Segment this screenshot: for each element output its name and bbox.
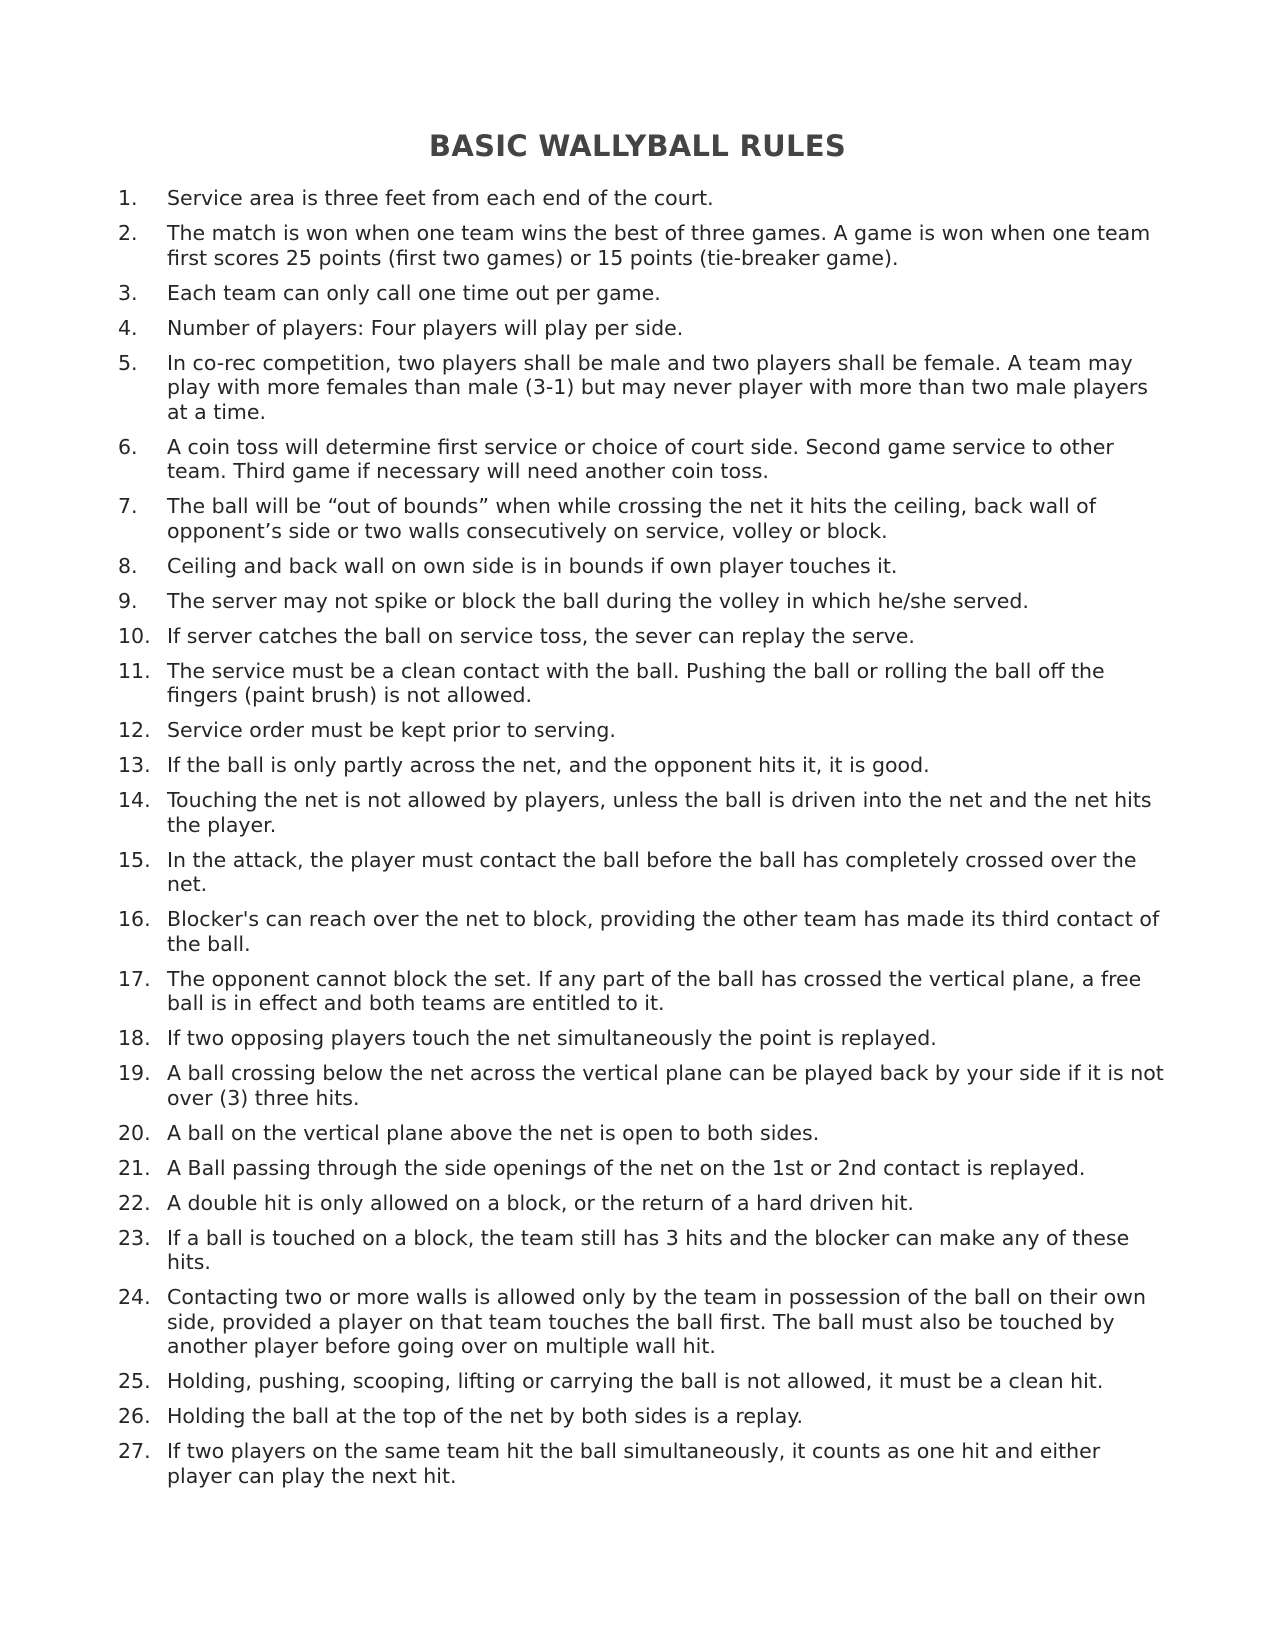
rule-text: The opponent cannot block the set. If any part of the ball has crossed the vertical plane, a free ball is in effect and both teams are entitled to it.: [167, 966, 1142, 1015]
rule-number: 17.: [118, 966, 151, 991]
rule-item: [118, 753, 1168, 778]
rule-text: The match is won when one team wins the best of three games. A game is won when one team first scores 25 points (first two games) or 15 points (tie-breaker game).: [167, 221, 1151, 270]
rule-number: 2.: [118, 221, 138, 245]
rule-item: [118, 281, 1168, 306]
rule-item: [118, 435, 1168, 484]
rule-text: Holding the ball at the top of the net by both sides is a replay.: [167, 1404, 804, 1428]
rule-number: 23.: [118, 1225, 151, 1250]
rule-number: 13.: [118, 753, 151, 777]
rule-item: [118, 221, 1168, 270]
rule-number: 10.: [118, 623, 151, 648]
rule-text: If server catches the ball on service toss, the sever can replay the serve.: [167, 623, 915, 648]
rule-text: A ball crossing below the net across the vertical plane can be played back by your side if it is not over (3) three hits.: [167, 1061, 1164, 1110]
rule-number: 16.: [118, 907, 151, 931]
page-title: BASIC WALLYBALL RULES: [428, 129, 847, 163]
rule-text: If the ball is only partly across the net, and the opponent hits it, it is good.: [167, 753, 930, 777]
rule-number: 7.: [118, 494, 138, 518]
rule-text: The ball will be “out of bounds” when while crossing the net it hits the ceiling, back wall of opponent’s side or two walls consecutively on service, volley or block.: [167, 494, 1096, 543]
rules-list: [118, 186, 1168, 1499]
rule-text: Contacting two or more walls is allowed only by the team in possession of the ball on their own side, provided a player on that team touches the ball first. The ball must also be touched by another player before going over on multiple wall hit.: [167, 1285, 1146, 1358]
rule-item: [118, 1156, 1168, 1181]
rule-text: Each team can only call one time out per game.: [167, 280, 661, 305]
rule-item: [118, 1369, 1168, 1394]
rule-item: [118, 494, 1168, 543]
rule-number: 5.: [118, 350, 138, 375]
rule-item: [118, 1439, 1168, 1488]
rule-item: [118, 1026, 1168, 1051]
rule-number: 22.: [118, 1190, 151, 1215]
rule-item: [118, 1404, 1168, 1429]
rule-text: A Ball passing through the side openings of the net on the 1st or 2nd contact is replayed.: [167, 1155, 1086, 1180]
rule-item: [118, 788, 1168, 837]
rule-number: 15.: [118, 847, 151, 872]
rule-text: Ceiling and back wall on own side is in bounds if own player touches it.: [167, 553, 898, 578]
rule-item: [118, 659, 1168, 708]
rule-number: 3.: [118, 280, 138, 305]
rule-number: 24.: [118, 1285, 151, 1309]
rule-item: [118, 351, 1168, 425]
rule-text: Service order must be kept prior to serving.: [167, 718, 616, 742]
rule-number: 8.: [118, 553, 138, 578]
rule-number: 27.: [118, 1439, 151, 1463]
rule-item: [118, 967, 1168, 1016]
rule-item: [118, 316, 1168, 341]
rule-item: [118, 1061, 1168, 1110]
rule-item: [118, 554, 1168, 579]
rule-number: 11.: [118, 658, 151, 683]
rule-number: 20.: [118, 1120, 151, 1145]
rule-item: [118, 1191, 1168, 1216]
rule-text: If two opposing players touch the net simultaneously the point is replayed.: [167, 1026, 937, 1050]
rule-item: [118, 1285, 1168, 1359]
rule-text: A ball on the vertical plane above the net is open to both sides.: [167, 1120, 820, 1145]
rule-text: Service area is three feet from each end of the court.: [167, 186, 714, 210]
rule-text: A double hit is only allowed on a block, or the return of a hard driven hit.: [167, 1190, 914, 1215]
rule-number: 6.: [118, 434, 138, 459]
rule-text: The service must be a clean contact with the ball. Pushing the ball or rolling the ball off the fingers (paint brush) is not allowed.: [167, 658, 1105, 707]
rule-number: 19.: [118, 1061, 151, 1085]
rule-item: [118, 848, 1168, 897]
rule-text: In co-rec competition, two players shall be male and two players shall be female. A team may play with more females than male (3-1) but may never player with more than two male players at a time.: [167, 350, 1148, 424]
rule-item: [118, 718, 1168, 743]
rule-text: If two players on the same team hit the ball simultaneously, it counts as one hit and either player can play the next hit.: [167, 1439, 1101, 1488]
rule-number: 21.: [118, 1155, 151, 1180]
rule-number: 9.: [118, 588, 138, 613]
rule-number: 26.: [118, 1404, 151, 1428]
rule-number: 12.: [118, 718, 151, 742]
rule-item: [118, 624, 1168, 649]
rule-text: Blocker's can reach over the net to block, providing the other team has made its third contact of the ball.: [167, 907, 1160, 956]
rule-text: A coin toss will determine first service or choice of court side. Second game service to other team. Third game if necessary will need another coin toss.: [167, 434, 1114, 483]
rule-item: [118, 1121, 1168, 1146]
rule-text: In the attack, the player must contact the ball before the ball has completely crossed over the net.: [167, 847, 1137, 896]
rule-text: Holding, pushing, scooping, lifting or carrying the ball is not allowed, it must be a clean hit.: [167, 1369, 1104, 1393]
rule-item: [118, 186, 1168, 211]
rule-text: If a ball is touched on a block, the team still has 3 hits and the blocker can make any of these hits.: [167, 1225, 1130, 1274]
rule-item: [118, 1226, 1168, 1275]
rule-item: [118, 907, 1168, 956]
rule-text: The server may not spike or block the ball during the volley in which he/she served.: [167, 588, 1029, 613]
rule-item: [118, 589, 1168, 614]
rule-text: Number of players: Four players will play per side.: [167, 315, 684, 340]
rule-number: 14.: [118, 788, 151, 812]
rule-number: 18.: [118, 1026, 151, 1050]
rule-number: 4.: [118, 315, 138, 340]
rule-number: 25.: [118, 1369, 151, 1393]
rule-text: Touching the net is not allowed by players, unless the ball is driven into the net and the net hits the player.: [167, 788, 1152, 837]
rule-number: 1.: [118, 186, 138, 210]
